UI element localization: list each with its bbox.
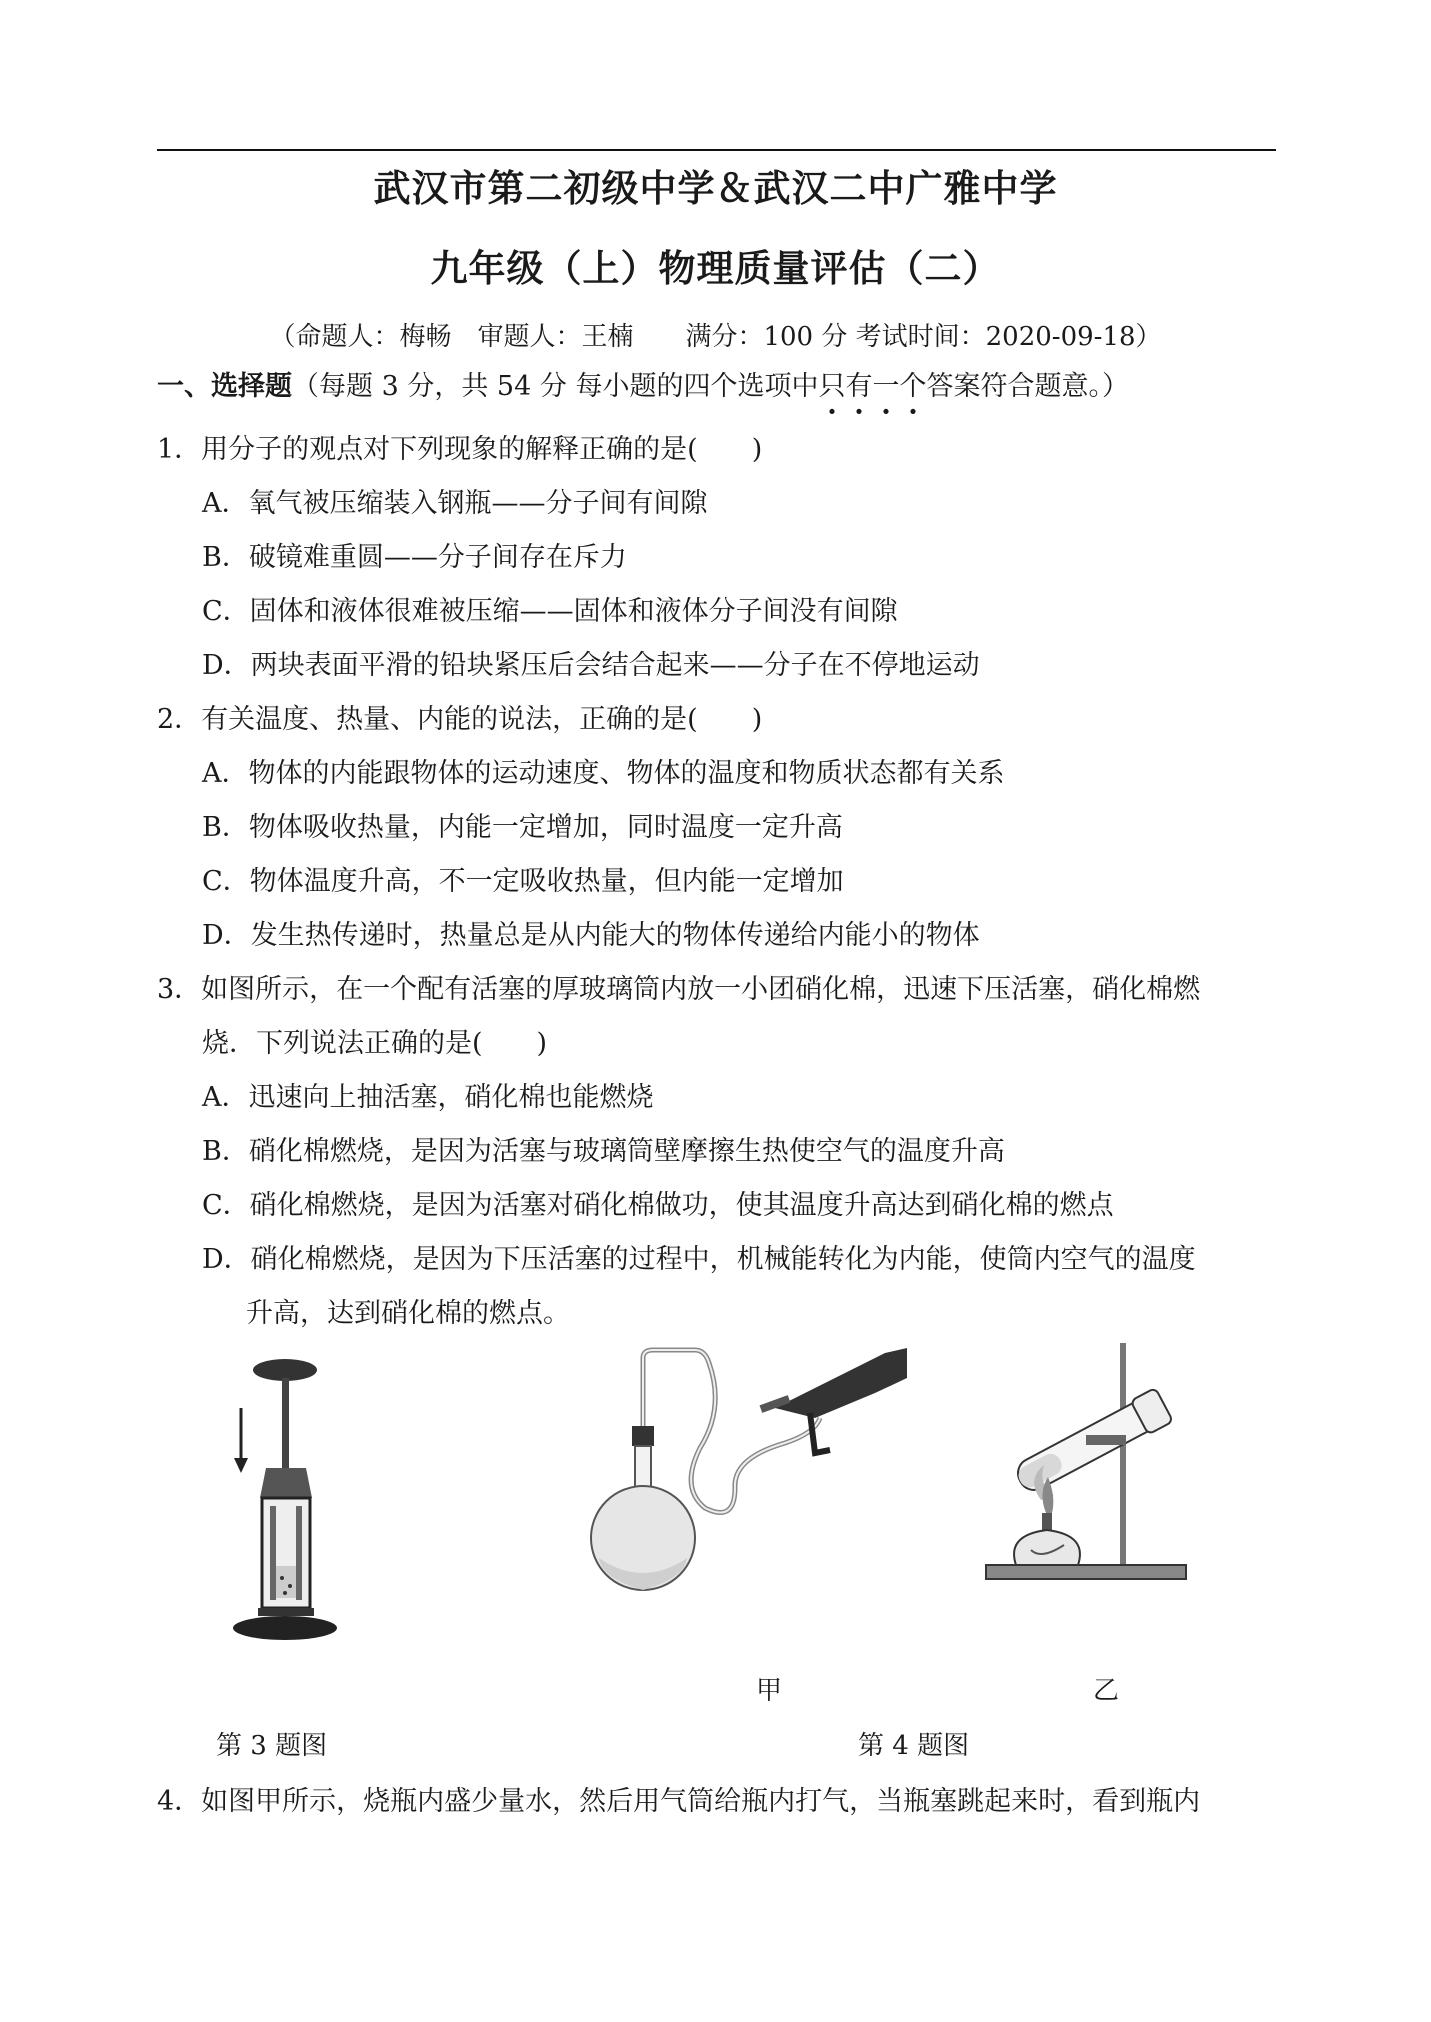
school-title: 武汉市第二初级中学＆武汉二中广雅中学 xyxy=(373,166,1058,210)
figure-4-caption: 第 4 题图 xyxy=(858,1731,970,1761)
question-1-option-d: D．两块表面平滑的铅块紧压后会结合起来——分子在不停地运动 xyxy=(202,650,980,681)
section-heading xyxy=(157,364,1129,403)
question-1-option-c: C．固体和液体很难被压缩——固体和液体分子间没有间隙 xyxy=(202,596,898,627)
exam-meta: （命题人：梅畅 审题人：王楠 满分：100 分 考试时间：2020-09-18） xyxy=(269,322,1162,352)
question-3-stem: 3．如图所示，在一个配有活塞的厚玻璃筒内放一小团硝化棉，迅速下压活塞，硝化棉燃 xyxy=(157,974,1201,1005)
question-3-stem-cont: 烧．下列说法正确的是( ) xyxy=(202,1028,548,1059)
section-label: 一、选择题 xyxy=(157,371,292,402)
question-3-option-b: B．硝化棉燃烧，是因为活塞与玻璃筒壁摩擦生热使空气的温度升高 xyxy=(202,1136,1005,1167)
figure-4-label-jia: 甲 xyxy=(756,1676,783,1706)
figure-3-caption: 第 3 题图 xyxy=(216,1731,328,1761)
question-4-stem: 4．如图甲所示，烧瓶内盛少量水，然后用气筒给瓶内打气，当瓶塞跳起来时，看到瓶内 xyxy=(157,1786,1201,1817)
question-2-option-c: C．物体温度升高，不一定吸收热量，但内能一定增加 xyxy=(202,866,844,897)
question-1-option-a: A．氧气被压缩装入钢瓶——分子间有间隙 xyxy=(202,488,708,519)
section-desc-after: 答案符合题意。） xyxy=(926,371,1129,402)
emphasis-char: 一 xyxy=(872,371,900,402)
question-2-option-b: B．物体吸收热量，内能一定增加，同时温度一定升高 xyxy=(202,812,843,843)
question-2-stem: 2．有关温度、热量、内能的说法，正确的是( ) xyxy=(157,704,763,735)
figure-4-test-tube-heating xyxy=(946,1335,1226,1607)
emphasis-char: 有 xyxy=(845,371,873,402)
figure-4-label-yi: 乙 xyxy=(1093,1676,1120,1706)
figure-3-fire-piston xyxy=(206,1338,348,1653)
question-1-option-b: B．破镜难重圆——分子间存在斥力 xyxy=(202,542,627,573)
header-rule xyxy=(157,149,1276,151)
question-1-stem: 1．用分子的观点对下列现象的解释正确的是( ) xyxy=(157,434,763,465)
question-3-option-a: A．迅速向上抽活塞，硝化棉也能燃烧 xyxy=(202,1082,654,1113)
question-2-option-a: A．物体的内能跟物体的运动速度、物体的温度和物质状态都有关系 xyxy=(202,758,1005,789)
section-desc-before: （每题 3 分，共 54 分 每小题的四个选项中 xyxy=(292,371,819,402)
question-3-option-c: C．硝化棉燃烧，是因为活塞对硝化棉做功，使其温度升高达到硝化棉的燃点 xyxy=(202,1190,1114,1221)
emphasis-char: 个 xyxy=(899,371,927,402)
question-3-option-d-cont: 升高，达到硝化棉的燃点。 xyxy=(246,1298,570,1329)
exam-title: 九年级（上）物理质量评估（二） xyxy=(430,246,1001,290)
emphasis-char: 只 xyxy=(818,371,846,402)
question-3-option-d: D．硝化棉燃烧，是因为下压活塞的过程中，机械能转化为内能，使筒内空气的温度 xyxy=(202,1244,1196,1275)
figure-4-flask-pump xyxy=(585,1338,907,1596)
question-2-option-d: D．发生热传递时，热量总是从内能大的物体传递给内能小的物体 xyxy=(202,920,980,951)
